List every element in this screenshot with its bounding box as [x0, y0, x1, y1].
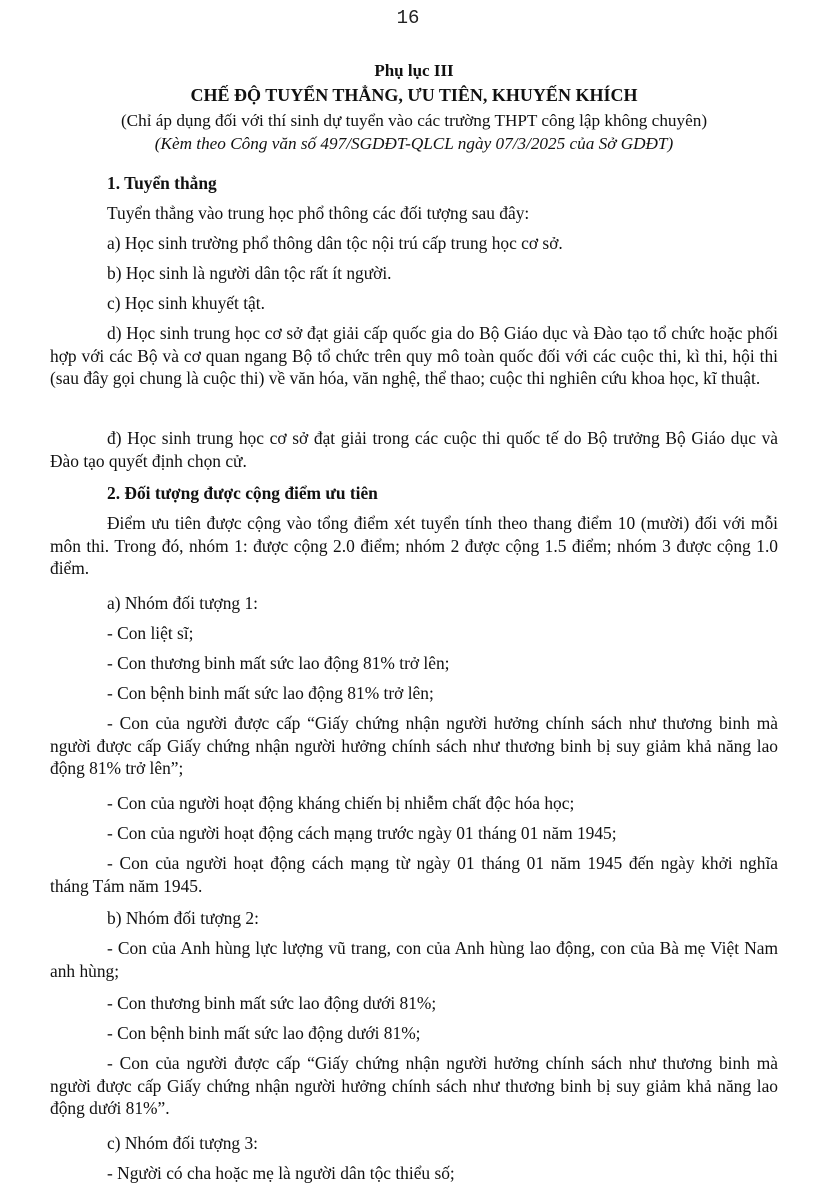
group-1-item: - Con của người được cấp “Giấy chứng nhận người hưởng chính sách như thương binh mà người được cấp Giấy chứng nhận người hưởng chính sách như thương binh bị suy giảm khả năng lao động 81% trở lên”; — [50, 713, 778, 778]
section-1-item-a: a) Học sinh trường phổ thông dân tộc nội trú cấp trung học cơ sở. — [107, 233, 563, 253]
scope-note: (Chỉ áp dụng đối với thí sinh dự tuyển vào các trường THPT công lập không chuyên) — [120, 111, 708, 130]
group-1-label: a) Nhóm đối tượng 1: — [107, 593, 258, 613]
group-1-item: - Con bệnh binh mất sức lao động 81% trở lên; — [107, 683, 434, 703]
group-2-item: - Con bệnh binh mất sức lao động dưới 81%; — [107, 1023, 421, 1043]
section-1-item-dd: đ) Học sinh trung học cơ sở đạt giải trong các cuộc thi quốc tế do Bộ trưởng Bộ Giáo dục và Đào tạo quyết định chọn cử. — [50, 428, 778, 471]
group-2-item: - Con của người được cấp “Giấy chứng nhận người hưởng chính sách như thương binh mà người được cấp Giấy chứng nhận người hưởng chính sách như thương binh bị suy giảm khả năng lao động dưới 81%”. — [50, 1053, 778, 1118]
group-2-item: - Con thương binh mất sức lao động dưới 81%; — [107, 993, 437, 1013]
group-1-item: - Con của người hoạt động cách mạng từ ngày 01 tháng 01 năm 1945 đến ngày khởi nghĩa tháng Tám năm 1945. — [50, 853, 778, 896]
group-3-label: c) Nhóm đối tượng 3: — [107, 1133, 258, 1153]
attachment-note: (Kèm theo Công văn số 497/SGDĐT-QLCL ngày 07/3/2025 của Sở GDĐT) — [154, 134, 674, 153]
section-1-intro: Tuyển thẳng vào trung học phổ thông các đối tượng sau đây: — [107, 203, 530, 223]
group-3-item: - Người có cha hoặc mẹ là người dân tộc thiểu số; — [107, 1163, 455, 1183]
section-2-heading: 2. Đối tượng được cộng điểm ưu tiên — [107, 483, 378, 503]
section-1-item-d: d) Học sinh trung học cơ sở đạt giải cấp quốc gia do Bộ Giáo dục và Đào tạo tổ chức hoặc phối hợp với các Bộ và cơ quan ngang Bộ tổ chức trên quy mô toàn quốc đối với các cuộc thi, kì thi, hội thi (sau đây gọi chung là cuộc thi) về văn hóa, văn nghệ, thể thao; cuộc thi nghiên cứu khoa học, kĩ thuật. — [50, 323, 778, 388]
section-1-heading: 1. Tuyển thẳng — [107, 173, 217, 193]
document-title: CHẾ ĐỘ TUYỂN THẲNG, ƯU TIÊN, KHUYẾN KHÍCH — [190, 85, 638, 105]
group-2-label: b) Nhóm đối tượng 2: — [107, 908, 259, 928]
group-1-item: - Con của người hoạt động kháng chiến bị nhiễm chất độc hóa học; — [107, 793, 575, 813]
section-1-item-c: c) Học sinh khuyết tật. — [107, 293, 265, 313]
group-1-item: - Con liệt sĩ; — [107, 623, 194, 643]
page-number: 16 — [396, 7, 420, 29]
group-1-item: - Con của người hoạt động cách mạng trước ngày 01 tháng 01 năm 1945; — [107, 823, 617, 843]
section-2-intro: Điểm ưu tiên được cộng vào tổng điểm xét tuyển tính theo thang điểm 10 (mười) đối với mỗi môn thi. Trong đó, nhóm 1: được cộng 2.0 điểm; nhóm 2 được cộng 1.5 điểm; nhóm 3 được cộng 1.0 điểm. — [50, 513, 778, 578]
appendix-label: Phụ lục III — [374, 61, 454, 80]
group-2-item: - Con của Anh hùng lực lượng vũ trang, con của Anh hùng lao động, con của Bà mẹ Việt Nam anh hùng; — [50, 938, 778, 981]
section-1-item-b: b) Học sinh là người dân tộc rất ít người. — [107, 263, 392, 283]
group-1-item: - Con thương binh mất sức lao động 81% trở lên; — [107, 653, 450, 673]
